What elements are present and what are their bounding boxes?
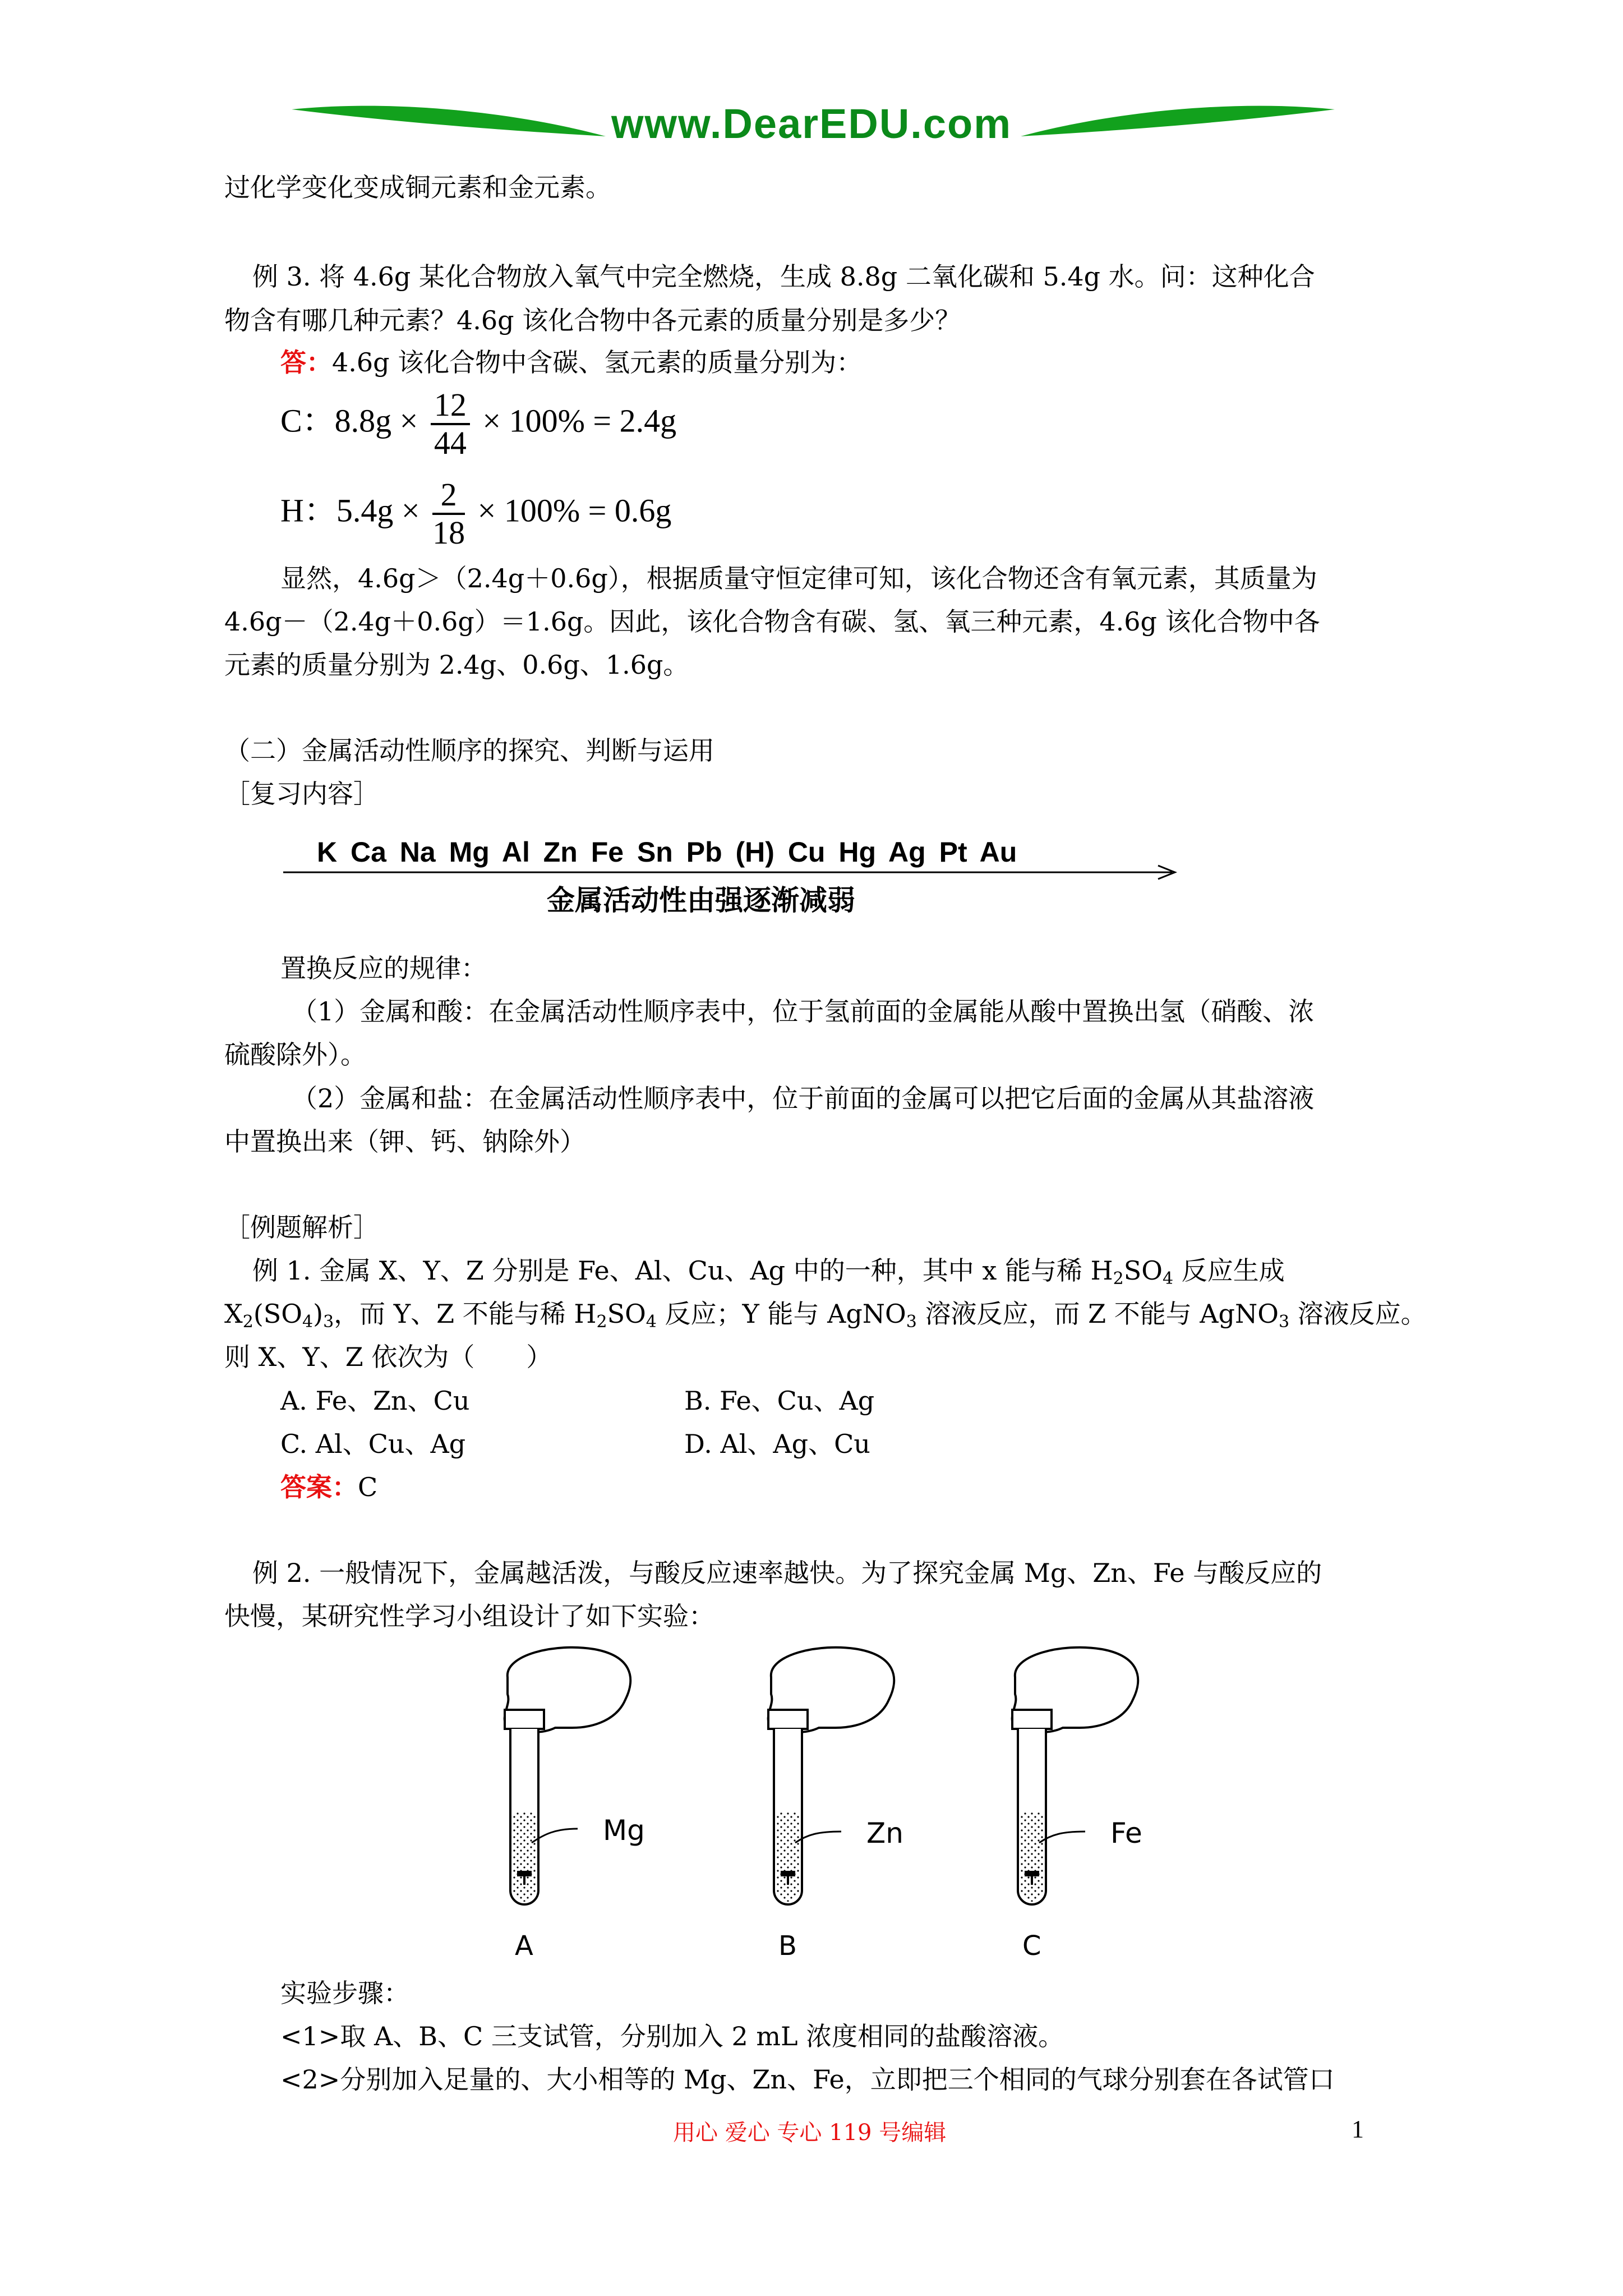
fraction-denominator: 44 <box>434 425 467 461</box>
tube-c <box>1012 1648 1138 1904</box>
formula-carbon-suffix: × 100% = 2.4g <box>482 402 677 439</box>
test-tubes-figure <box>482 1644 1189 1969</box>
answer-label: 答案： <box>280 1472 358 1502</box>
fraction-hydrogen <box>432 477 465 551</box>
example-1-line-1: 例 1. 金属 X、Y、Z 分别是 Fe、Al、Cu、Ag 中的一种，其中 x 能与稀 $H_2SO_4$ 反应生成 <box>252 1255 1285 1289</box>
formula-hydrogen-suffix: × 100% = 0.6g <box>477 492 672 529</box>
answer-line <box>280 341 862 384</box>
analysis-heading: ［例题解析］ <box>224 1212 379 1243</box>
rule-2-line-1: （2）金属和盐：在金属活动性顺序表中，位于前面的金属可以把它后面的金属从其盐溶液 <box>292 1083 1315 1114</box>
rules-heading: 置换反应的规律： <box>280 953 487 983</box>
answer-text: 4.6g 该化合物中含碳、氢元素的质量分别为： <box>332 347 863 378</box>
page-number: 1 <box>1352 2115 1364 2143</box>
metal-label-fe: Fe <box>1110 1817 1142 1849</box>
metal-label-mg: Mg <box>603 1814 645 1847</box>
fraction-numerator: 12 <box>431 387 470 425</box>
steps-heading: 实验步骤： <box>280 1978 409 2008</box>
tube-b <box>768 1648 895 1904</box>
text-line: 显然，4.6g＞（2.4g＋0.6g），根据质量守恒定律可知，该化合物还含有氧元素，其质量为 <box>280 563 1317 593</box>
option-b: B. Fe、Cu、Ag <box>684 1386 875 1416</box>
site-banner-text: www.DearEDU.com <box>611 100 1012 147</box>
section-heading: （二）金属活动性顺序的探究、判断与运用 <box>224 735 714 766</box>
answer-label: 答： <box>280 347 332 378</box>
formula-hydrogen-prefix: H：5.4g × <box>280 492 420 529</box>
tube-label-b: B <box>778 1930 797 1962</box>
fraction-numerator: 2 <box>432 477 465 515</box>
rule-1-line-2: 硫酸除外）。 <box>224 1039 366 1070</box>
step-2: <2>分别加入足量的、大小相等的 Mg、Zn、Fe，立即把三个相同的气球分别套在各试管口 <box>280 2064 1335 2095</box>
example-2-line-1: 例 2. 一般情况下，金属越活泼，与酸反应速率越快。为了探究金属 Mg、Zn、Fe 与酸反应的 <box>252 1558 1322 1588</box>
tube-label-c: C <box>1022 1930 1041 1962</box>
option-d: D. Al、Ag、Cu <box>684 1429 870 1459</box>
text-line: 元素的质量分别为 2.4g、0.6g、1.6g。 <box>224 650 689 680</box>
formula-hydrogen <box>280 477 671 551</box>
tube-label-a: A <box>515 1930 533 1962</box>
step-1: <1>取 A、B、C 三支试管，分别加入 2 mL 浓度相同的盐酸溶液。 <box>280 2021 1064 2051</box>
answer-value: C <box>358 1472 378 1502</box>
activity-series: K Ca Na Mg Al Zn Fe Sn Pb (H) Cu Hg Ag Pt Au <box>317 836 1017 868</box>
option-a: A. Fe、Zn、Cu <box>280 1386 470 1416</box>
text-line: 过化学变化变成铜元素和金元素。 <box>224 172 611 203</box>
answer-row <box>280 1466 377 1508</box>
fraction-denominator: 18 <box>432 514 465 551</box>
formula-carbon-prefix: C：8.8g × <box>280 402 418 439</box>
rule-2-line-2: 中置换出来（钾、钙、钠除外） <box>224 1126 585 1157</box>
option-c: C. Al、Cu、Ag <box>280 1429 466 1459</box>
example-3-line-2: 物含有哪几种元素？4.6g 该化合物中各元素的质量分别是多少？ <box>224 305 961 335</box>
text-line: 4.6g－（2.4g＋0.6g）＝1.6g。因此，该化合物含有碳、氢、氧三种元素，4.6g 该化合物中各 <box>224 606 1320 637</box>
metal-label-zn: Zn <box>866 1817 903 1849</box>
formula-carbon <box>280 387 676 461</box>
example-2-line-2: 快慢，某研究性学习小组设计了如下实验： <box>224 1601 714 1631</box>
example-1-line-2: $X_2(SO_4)_3$，而 Y、Z 不能与稀 $H_2SO_4$ 反应；Y 能与 AgNO$_3$ 溶液反应，而 Z 不能与 AgNO$_3$ 溶液反应。 <box>224 1299 1427 1332</box>
fraction-carbon <box>431 387 470 461</box>
example-1-line-3: 则 X、Y、Z 依次为（ ） <box>224 1342 552 1372</box>
tube-a <box>505 1648 631 1904</box>
rule-1-line-1: （1）金属和酸：在金属活动性顺序表中，位于氢前面的金属能从酸中置换出氢（硝酸、浓 <box>292 996 1315 1027</box>
example-3-line-1: 例 3. 将 4.6g 某化合物放入氧气中完全燃烧，生成 8.8g 二氧化碳和 5.4g 水。问：这种化合 <box>252 261 1315 292</box>
activity-series-caption: 金属活动性由强逐渐减弱 <box>547 884 855 917</box>
review-heading: ［复习内容］ <box>224 779 379 809</box>
footer-text: 用心 爱心 专心 119 号编辑 <box>673 2120 947 2146</box>
